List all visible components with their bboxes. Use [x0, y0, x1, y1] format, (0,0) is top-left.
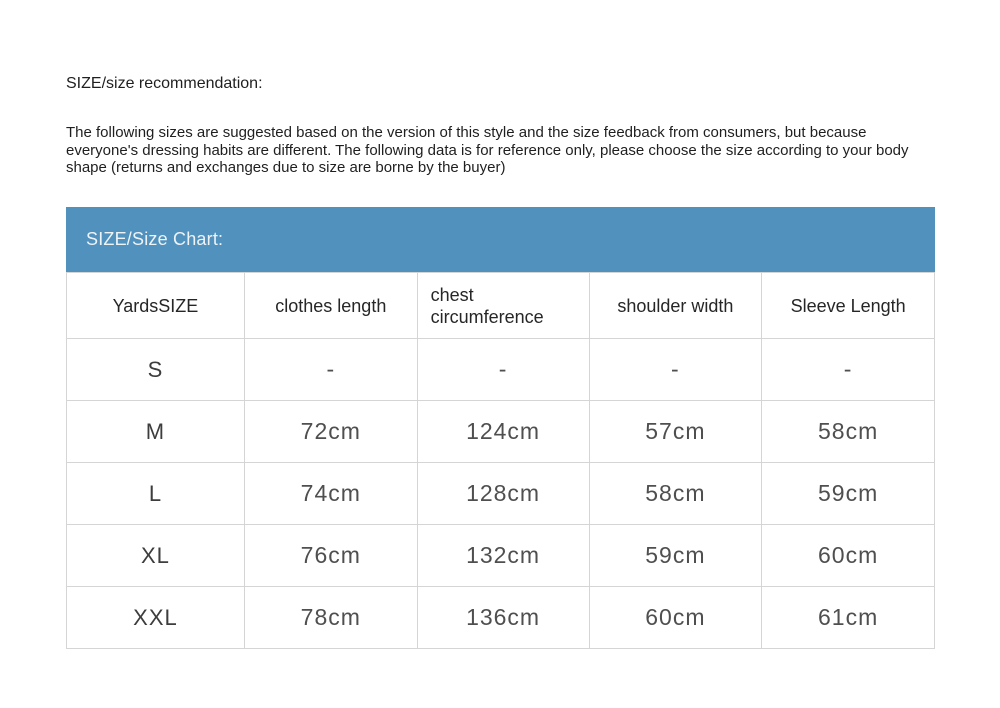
table-row-size-xxl	[67, 587, 935, 649]
table-row-size-l	[67, 463, 935, 525]
shoulder-width-cell: 60cm	[589, 587, 762, 649]
table-row-size-m	[67, 401, 935, 463]
shoulder-width-cell: -	[589, 339, 762, 401]
sleeve-length-cell: 61cm	[762, 587, 935, 649]
column-header-yards-size: YardsSIZE	[67, 273, 245, 339]
chest-circumference-cell: 124cm	[417, 401, 589, 463]
size-recommendation-description: The following sizes are suggested based on the version of this style and the size feedback from consumers, but because everyone's dressing habits are different. The following data is for reference only, please choose the size according to your body shape (returns and exchanges due to size are borne by the buyer)	[66, 124, 909, 176]
chest-circumference-cell: 128cm	[417, 463, 589, 525]
table-row-size-xl	[67, 525, 935, 587]
sleeve-length-cell: 59cm	[762, 463, 935, 525]
size-label-cell: L	[67, 463, 245, 525]
size-label-cell: XL	[67, 525, 245, 587]
sleeve-length-cell: -	[762, 339, 935, 401]
sleeve-length-cell: 58cm	[762, 401, 935, 463]
chest-circumference-cell: 132cm	[417, 525, 589, 587]
clothes-length-cell: 76cm	[244, 525, 417, 587]
size-chart-title-bar	[66, 207, 935, 272]
size-label-cell: S	[67, 339, 245, 401]
column-header-sleeve-length: Sleeve Length	[762, 273, 935, 339]
size-chart-title: SIZE/Size Chart:	[86, 229, 224, 249]
column-header-chest-circumference: chest circumference	[417, 273, 589, 339]
shoulder-width-cell: 58cm	[589, 463, 762, 525]
chest-circumference-cell: 136cm	[417, 587, 589, 649]
size-recommendation-heading: SIZE/size recommendation:	[66, 75, 263, 92]
chest-circumference-cell: -	[417, 339, 589, 401]
size-chart-header-row	[67, 273, 935, 339]
clothes-length-cell: -	[244, 339, 417, 401]
clothes-length-cell: 74cm	[244, 463, 417, 525]
size-chart-section	[66, 207, 935, 649]
table-row-size-s	[67, 339, 935, 401]
shoulder-width-cell: 57cm	[589, 401, 762, 463]
clothes-length-cell: 72cm	[244, 401, 417, 463]
size-chart-table	[66, 272, 935, 649]
column-header-shoulder-width: shoulder width	[589, 273, 762, 339]
sleeve-length-cell: 60cm	[762, 525, 935, 587]
size-label-cell: M	[67, 401, 245, 463]
shoulder-width-cell: 59cm	[589, 525, 762, 587]
clothes-length-cell: 78cm	[244, 587, 417, 649]
column-header-clothes-length: clothes length	[244, 273, 417, 339]
size-label-cell: XXL	[67, 587, 245, 649]
